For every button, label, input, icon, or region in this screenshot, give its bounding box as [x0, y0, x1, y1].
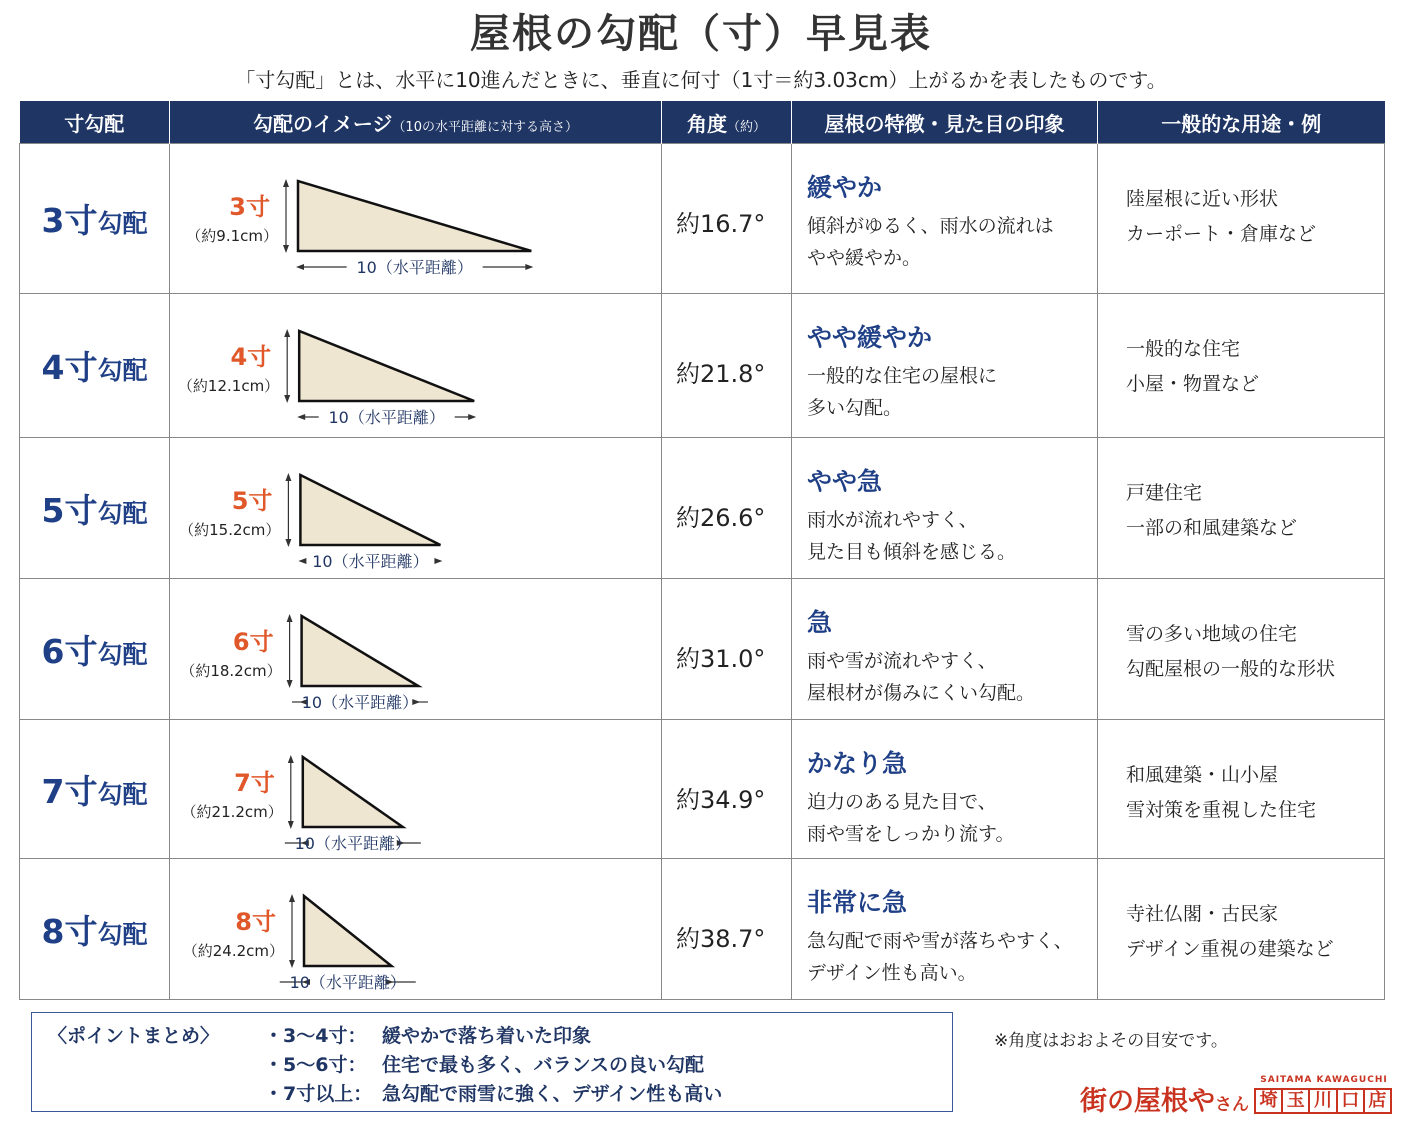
- grade-cell: 7寸勾配: [20, 720, 170, 859]
- table-row: [20, 720, 1385, 859]
- height-arrow-head: [288, 755, 294, 763]
- header-feature: 屋根の特徴・見た目の印象: [792, 101, 1098, 144]
- pitch-diagram: [170, 721, 660, 858]
- logo-branch: 埼 玉 川 口 店: [1256, 1088, 1392, 1114]
- base-arrow-head: [296, 264, 304, 270]
- height-arrow-head: [285, 473, 291, 481]
- height-arrow-head: [284, 329, 290, 337]
- pitch-table: [19, 101, 1385, 1000]
- page-subtitle: 「寸勾配」とは、水平に10進んだときに、垂直に何寸（1寸＝約3.03cm）上がるかを表したものです。: [235, 68, 1167, 92]
- pitch-triangle: [303, 757, 403, 827]
- company-logo: [1080, 1075, 1392, 1115]
- table-row: [20, 859, 1385, 1000]
- height-cm-label: （約9.1cm）: [186, 226, 278, 245]
- height-arrow-head: [287, 614, 293, 622]
- pitch-diagram: [170, 145, 660, 293]
- feature-title: 緩やか: [807, 173, 883, 202]
- height-label: 6寸: [232, 627, 274, 656]
- pitch-diagram: [170, 580, 660, 719]
- base-label: 10（水平距離）: [294, 833, 411, 853]
- feature-text: 急勾配で雨や雪が落ちやすく、 デザイン性も高い。: [807, 930, 1073, 985]
- pitch-triangle: [300, 475, 440, 545]
- feature-cell: [792, 579, 1098, 720]
- footnote: ※角度はおおよその目安です。: [994, 1031, 1228, 1051]
- pitch-image-cell: [170, 294, 662, 438]
- pitch-triangle: [302, 616, 419, 686]
- grade-cell: 8寸勾配: [20, 859, 170, 1000]
- base-arrow-head: [297, 414, 305, 420]
- angle-cell: 約31.0°: [662, 579, 792, 720]
- base-label: 10（水平距離）: [301, 692, 419, 712]
- use-cell: 雪の多い地域の住宅 勾配屋根の一般的な形状: [1098, 579, 1385, 720]
- table-row: [20, 579, 1385, 720]
- grade-cell: 4寸勾配: [20, 294, 170, 438]
- pitch-diagram: [170, 439, 660, 578]
- pitch-image-cell: [170, 144, 662, 294]
- height-label: 4寸: [230, 342, 272, 371]
- feature-cell: [792, 438, 1098, 579]
- summary-item: ・7寸以上： 急勾配で雨雪に強く、デザイン性も高い: [264, 1083, 723, 1105]
- feature-title: 非常に急: [807, 888, 908, 917]
- pitch-image-cell: [170, 859, 662, 1000]
- table-header-row: [20, 101, 1385, 144]
- height-arrow-head: [283, 179, 289, 187]
- header-use: 一般的な用途・例: [1098, 101, 1385, 144]
- pitch-triangle: [299, 331, 474, 401]
- feature-title: やや急: [807, 467, 883, 496]
- feature-cell: [792, 859, 1098, 1000]
- feature-title: やや緩やか: [807, 323, 933, 352]
- feature-text: 傾斜がゆるく、雨水の流れは やや緩やか。: [807, 215, 1054, 270]
- base-arrow-head: [298, 558, 306, 564]
- base-label: 10（水平距離）: [356, 257, 473, 277]
- grade-cell: 3寸勾配: [20, 144, 170, 294]
- summary-item: ・3～4寸： 緩やかで落ち着いた印象: [264, 1025, 592, 1047]
- summary-label: 〈ポイントまとめ〉: [48, 1025, 220, 1047]
- feature-text: 雨や雪が流れやすく、 屋根材が傷みにくい勾配。: [807, 650, 1036, 705]
- pitch-image-cell: [170, 720, 662, 859]
- height-arrow-head: [284, 395, 290, 403]
- height-cm-label: （約15.2cm）: [179, 520, 281, 539]
- height-cm-label: （約18.2cm）: [180, 661, 282, 680]
- height-cm-label: （約21.2cm）: [181, 802, 283, 821]
- table-row: [20, 144, 1385, 294]
- feature-text: 雨水が流れやすく、 見た目も傾斜を感じる。: [807, 509, 1017, 564]
- table-row: [20, 294, 1385, 438]
- height-arrow-head: [287, 680, 293, 688]
- angle-cell: 約26.6°: [662, 438, 792, 579]
- pitch-image-cell: [170, 438, 662, 579]
- feature-text: 迫力のある見た目で、 雨や雪をしっかり流す。: [807, 791, 1015, 846]
- feature-title: かなり急: [807, 749, 908, 778]
- logo-en-text: SAITAMA KAWAGUCHI: [1260, 1075, 1388, 1085]
- header-angle: 角度（約）: [662, 101, 792, 144]
- base-label: 10（水平距離）: [328, 407, 445, 427]
- pitch-triangle: [298, 181, 531, 251]
- use-cell: 陸屋根に近い形状 カーポート・倉庫など: [1098, 144, 1385, 294]
- feature-cell: [792, 294, 1098, 438]
- logo-main-text: 街の屋根やさん: [1080, 1086, 1249, 1117]
- height-cm-label: （約12.1cm）: [177, 376, 280, 395]
- feature-cell: [792, 720, 1098, 859]
- summary-box: [31, 1012, 953, 1112]
- pitch-triangle: [304, 896, 392, 966]
- feature-text: 一般的な住宅の屋根に 多い勾配。: [807, 365, 998, 420]
- base-arrow-head: [434, 558, 442, 564]
- angle-cell: 約38.7°: [662, 859, 792, 1000]
- height-arrow-head: [283, 245, 289, 253]
- use-cell: 一般的な住宅 小屋・物置など: [1098, 294, 1385, 438]
- page-title: 屋根の勾配（寸）早見表: [470, 11, 932, 57]
- base-arrow-head: [468, 414, 476, 420]
- use-cell: 和風建築・山小屋 雪対策を重視した住宅: [1098, 720, 1385, 859]
- pitch-diagram: [170, 860, 660, 999]
- feature-cell: [792, 144, 1098, 294]
- height-arrow-head: [288, 821, 294, 829]
- height-label: 3寸: [229, 192, 270, 221]
- height-label: 7寸: [234, 768, 275, 797]
- grade-cell: 5寸勾配: [20, 438, 170, 579]
- table-row: [20, 438, 1385, 579]
- height-cm-label: （約24.2cm）: [182, 941, 284, 960]
- height-arrow-head: [285, 539, 291, 547]
- angle-cell: 約34.9°: [662, 720, 792, 859]
- pitch-diagram: [170, 295, 660, 437]
- grade-cell: 6寸勾配: [20, 579, 170, 720]
- height-label: 8寸: [235, 907, 276, 936]
- base-label: 10（水平距離）: [289, 972, 406, 992]
- use-cell: 戸建住宅 一部の和風建築など: [1098, 438, 1385, 579]
- angle-cell: 約21.8°: [662, 294, 792, 438]
- base-label: 10（水平距離）: [312, 551, 429, 571]
- height-arrow-head: [289, 894, 295, 902]
- use-cell: 寺社仏閣・古民家 デザイン重視の建築など: [1098, 859, 1385, 1000]
- pitch-image-cell: [170, 579, 662, 720]
- summary-item: ・5～6寸： 住宅で最も多く、バランスの良い勾配: [264, 1054, 705, 1076]
- angle-cell: 約16.7°: [662, 144, 792, 294]
- header-grade: 寸勾配: [20, 101, 170, 144]
- header-image: 勾配のイメージ（10の水平距離に対する高さ）: [170, 101, 662, 144]
- height-arrow-head: [289, 960, 295, 968]
- base-arrow-head: [525, 264, 533, 270]
- height-label: 5寸: [231, 486, 273, 515]
- feature-title: 急: [807, 608, 833, 637]
